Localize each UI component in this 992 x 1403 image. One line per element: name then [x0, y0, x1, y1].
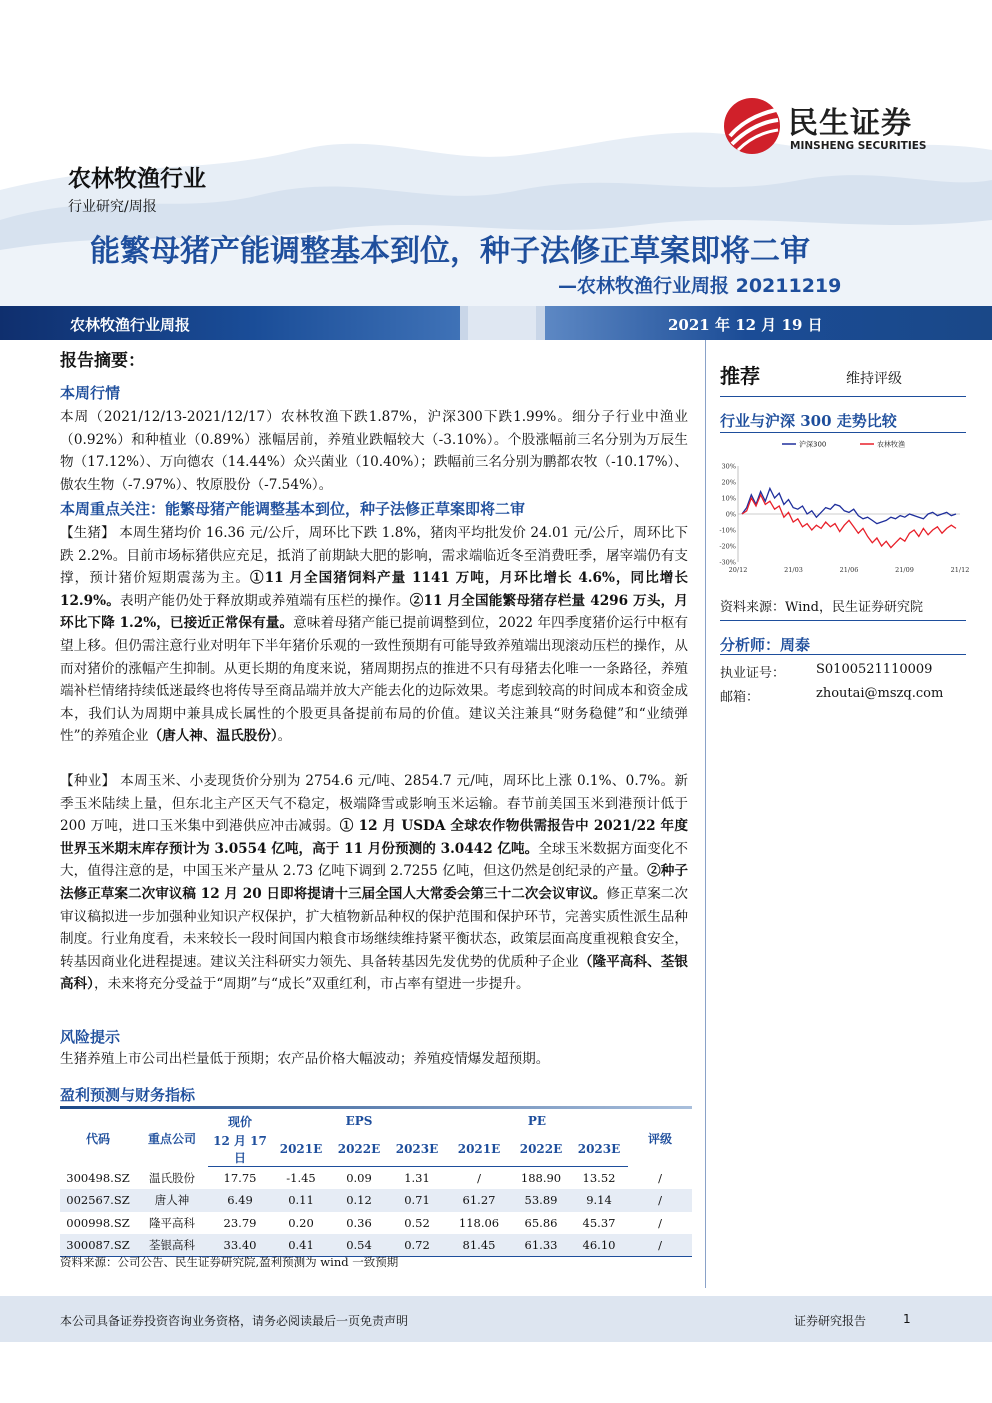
forecast-table: [60, 1110, 692, 1257]
table-cell: 61.33: [512, 1234, 570, 1257]
email-value[interactable]: zhoutai@mszq.com: [816, 686, 944, 701]
table-cell: /: [658, 1215, 662, 1230]
table-cell: 46.10: [570, 1234, 628, 1257]
table-cell: 0.36: [346, 1215, 372, 1230]
table-cell: 唐人神: [136, 1189, 208, 1212]
column-divider: [705, 340, 706, 1288]
table-cell: 118.06: [458, 1215, 500, 1230]
x-tick-label: 20/12: [728, 566, 748, 574]
industry-name: 农林牧渔行业: [68, 166, 206, 192]
table-cell: 23.79: [223, 1215, 257, 1230]
table-cell: /: [628, 1234, 692, 1257]
table-row: [60, 1167, 692, 1190]
email-label: 邮箱：: [720, 690, 760, 705]
report-type: 行业研究/周报: [68, 199, 157, 215]
table-cell: 0.71: [388, 1189, 446, 1212]
legend-label: 沪深300: [799, 440, 827, 449]
y-tick-label: 0%: [725, 510, 736, 519]
table-cell: 温氏股份: [149, 1170, 195, 1185]
page-number: 1: [903, 1312, 911, 1326]
banner-report-name: 农林牧渔行业周报: [70, 316, 191, 334]
table-cell: 0.52: [404, 1215, 430, 1230]
table-cell: /: [658, 1170, 662, 1185]
table-cell: 0.11: [272, 1189, 330, 1212]
brand-name-en: MINSHENG SECURITIES: [790, 140, 927, 152]
table-cell: 0.72: [388, 1234, 446, 1257]
y-tick-label: 20%: [721, 478, 736, 487]
table-cell: 300498.SZ: [66, 1170, 130, 1185]
table-cell: 1.31: [404, 1171, 430, 1185]
table-cell: 0.41: [272, 1234, 330, 1257]
table-cell: 65.86: [524, 1215, 558, 1230]
col-year: 2021E: [272, 1132, 330, 1167]
table-cell: 荃银高科: [136, 1234, 208, 1257]
col-year: 2023E: [570, 1132, 628, 1167]
page-footer: [0, 1296, 992, 1342]
weekly-market-heading: 本周行情: [60, 384, 121, 402]
table-cell: 53.89: [512, 1189, 570, 1212]
col-year: 2023E: [388, 1132, 446, 1167]
y-tick-label: -20%: [719, 542, 736, 551]
series-line-1: [742, 495, 956, 548]
col-company: 重点公司: [147, 1131, 196, 1146]
table-cell: 188.90: [520, 1171, 562, 1185]
table-note: 资料来源：公司公告、民生证券研究院,盈利预测为 wind 一致预期: [60, 1255, 399, 1269]
col-price: 现价: [227, 1114, 252, 1129]
risk-text: 生猪养殖上市公司出栏量低于预期；农产品价格大幅波动；养殖疫情爆发超预期。: [60, 1051, 550, 1067]
table-cell: 45.37: [582, 1215, 616, 1230]
table-row: [60, 1189, 692, 1212]
table-cell: 000998.SZ: [66, 1215, 130, 1230]
table-cell: 61.27: [446, 1189, 512, 1212]
col-pe: PE: [527, 1114, 547, 1128]
table-cell: 9.14: [570, 1189, 628, 1212]
focus-heading: 本周重点关注：能繁母猪产能调整基本到位，种子法修正草案即将二审: [60, 500, 526, 518]
legend-label: 农林牧渔: [877, 440, 905, 449]
table-cell: 0.20: [288, 1215, 314, 1230]
y-tick-label: -10%: [719, 526, 736, 535]
table-cell: 0.09: [346, 1171, 372, 1185]
x-tick-label: 21/09: [895, 566, 914, 574]
x-tick-label: 21/03: [784, 566, 803, 574]
analyst-heading: 分析师：周泰: [720, 636, 811, 654]
footer-report-label: 证券研究报告: [794, 1314, 867, 1328]
report-subtitle: —农林牧渔行业周报 20211219: [558, 275, 842, 297]
x-tick-label: 21/12: [950, 566, 970, 574]
report-title: 能繁母猪产能调整基本到位，种子法修正草案即将二审: [90, 234, 810, 269]
table-cell: 81.45: [446, 1234, 512, 1257]
seed-paragraph: 【种业】 本周玉米、小麦现货价分别为 2754.6 元/吨、2854.7 元/吨，周环比上涨 0.1%、0.7%。新季玉米陆续上量，但东北主产区天气不稳定，极端降雪或影响玉米运输。春节前美国玉米到港预计低于 200 万吨，进口玉米集中到港供应冲击减弱。① 12 月 USDA 全球农作物供需报告中 2021/22 年度世界玉米期末库存预计为 3.0554 亿吨，高于 11 月份预测的 3.0442 亿吨。全球玉米数据方面变化不大，值得注意的是，中国玉米产量从 2.73 亿吨下调到 2.7255 亿吨，但这仍然是创纪录的产量。②种子法修正草案二次审议稿 12 月 20 日即将提请十三届全国人大常委会第三十二次会议审议。修正草案二次审议稿拟进一步加强种业知识产权保护，扩大植物新品种权的保护范围和保护环节，完善实质性派生品种制度。行业角度看，未来较长一段时间国内粮食市场继续维持紧平衡状态，政策层面高度重视粮食安全，转基因商业化进程提速。建议关注科研实力领先、具备转基因先发优势的优质种子企业（隆平高科、荃银高科），未来将充分受益于“周期”与“成长”双重红利，市占率有望进一步提升。: [60, 773, 689, 993]
table-cell: 17.75: [223, 1171, 257, 1185]
risk-heading: 风险提示: [60, 1028, 121, 1046]
y-tick-label: 10%: [721, 494, 736, 503]
table-title: 盈利预测与财务指标: [60, 1086, 196, 1104]
license-row: [720, 662, 966, 681]
table-cell: 6.49: [208, 1189, 272, 1212]
col-rating: 评级: [647, 1131, 672, 1146]
table-cell: -1.45: [286, 1171, 316, 1185]
col-year: 2022E: [330, 1132, 388, 1167]
chart-source: 资料来源：Wind，民生证券研究院: [720, 600, 923, 615]
table-cell: 300087.SZ: [60, 1234, 136, 1257]
series-line-0: [742, 488, 956, 523]
table-cell: 002567.SZ: [60, 1189, 136, 1212]
rating-label: 维持评级: [846, 371, 902, 387]
col-year: 2021E: [446, 1132, 512, 1167]
table-cell: 0.12: [330, 1189, 388, 1212]
y-tick-label: 30%: [721, 462, 736, 471]
email-row: [720, 686, 966, 705]
trend-chart: [719, 438, 970, 578]
brand-logo: [722, 96, 954, 158]
table-cell: 13.52: [582, 1171, 616, 1185]
table-title-bar: [60, 1106, 692, 1109]
table-cell: 隆平高科: [149, 1215, 195, 1230]
col-price-date: 12 月 17 日: [208, 1132, 272, 1167]
license-label: 执业证号：: [720, 666, 786, 681]
chart-legend: [782, 440, 905, 449]
banner-date: 2021 年 12 月 19 日: [668, 316, 823, 334]
abstract-title: 报告摘要：: [60, 351, 145, 371]
logo-mark-icon: [722, 96, 782, 156]
table-cell: /: [477, 1171, 481, 1185]
table-cell: 0.54: [330, 1234, 388, 1257]
recommend-label: 推荐: [720, 364, 760, 388]
pig-paragraph: 【生猪】 本周生猪均价 16.36 元/公斤，周环比下跌 1.8%，猪肉平均批发价 24.01 元/公斤，周环比下跌 2.2%。目前市场标猪供应充足，抵消了前期缺大肥的影响，需求端临近冬至消费旺季，屠宰端仍有支撑，预计猪价短期震荡为主。①11 月全国猪饲料产量 1141 万吨，月环比增长 4.6%，同比增长 12.9%。表明产能仍处于释放期或养殖端有压栏的操作。②11 月全国能繁母猪存栏量 4296 万头，月环比下降 1.2%，已接近正常保有量。意味着母猪产能已提前调整到位，2022 年四季度猪价运行中枢有望上移。但仍需注意行业对明年下半年猪价乐观的一致性预期有可能导致养殖端出现滚动压栏的操作，从而对猪价的涨幅产生抑制。从更长期的角度来说，猪周期拐点的推进不只有母猪去化唯一一条路径，养殖端补栏情绪持续低迷最终也将传导至商品端并放大产能去化的边际效果。考虑到较高的时间成本和资金成本，我们认为周期中兼具成长属性的个股更具备提前布局的价值。建议关注兼具“财务稳健”和“业绩弹性”的养殖企业（唐人神、温氏股份）。: [60, 525, 689, 745]
y-tick-label: -30%: [719, 558, 736, 567]
col-year: 2022E: [512, 1132, 570, 1167]
license-value: S0100521110009: [816, 662, 933, 677]
x-tick-label: 21/06: [839, 566, 859, 574]
footer-disclaimer: 本公司具备证券投资咨询业务资格，请务必阅读最后一页免责声明: [60, 1314, 409, 1328]
chart-heading: 行业与沪深 300 走势比较: [720, 412, 897, 430]
table-cell: /: [628, 1189, 692, 1212]
table-row: [60, 1212, 692, 1235]
report-header: [0, 0, 992, 300]
brand-name-cn: 民生证券: [788, 106, 912, 141]
weekly-market-text: 本周（2021/12/13-2021/12/17）农林牧渔下跌1.87%，沪深300下跌1.99%。细分子行业中渔业（0.92%）和种植业（0.89%）涨幅居前，养殖业跌幅较大（-3.10%）。个股涨幅前三名分别为万辰生物（17.12%）、万向德农（14.44%）众兴菌业（10.40%）；跌幅前三名分别为鹏都农牧（-10.17%）、傲农生物（-7.97%）、牧原股份（-7.54%）。: [60, 409, 688, 493]
col-code: 代码: [85, 1131, 110, 1146]
header-banner: [0, 306, 992, 340]
table-cell: 33.40: [208, 1234, 272, 1257]
col-eps: EPS: [345, 1114, 373, 1128]
